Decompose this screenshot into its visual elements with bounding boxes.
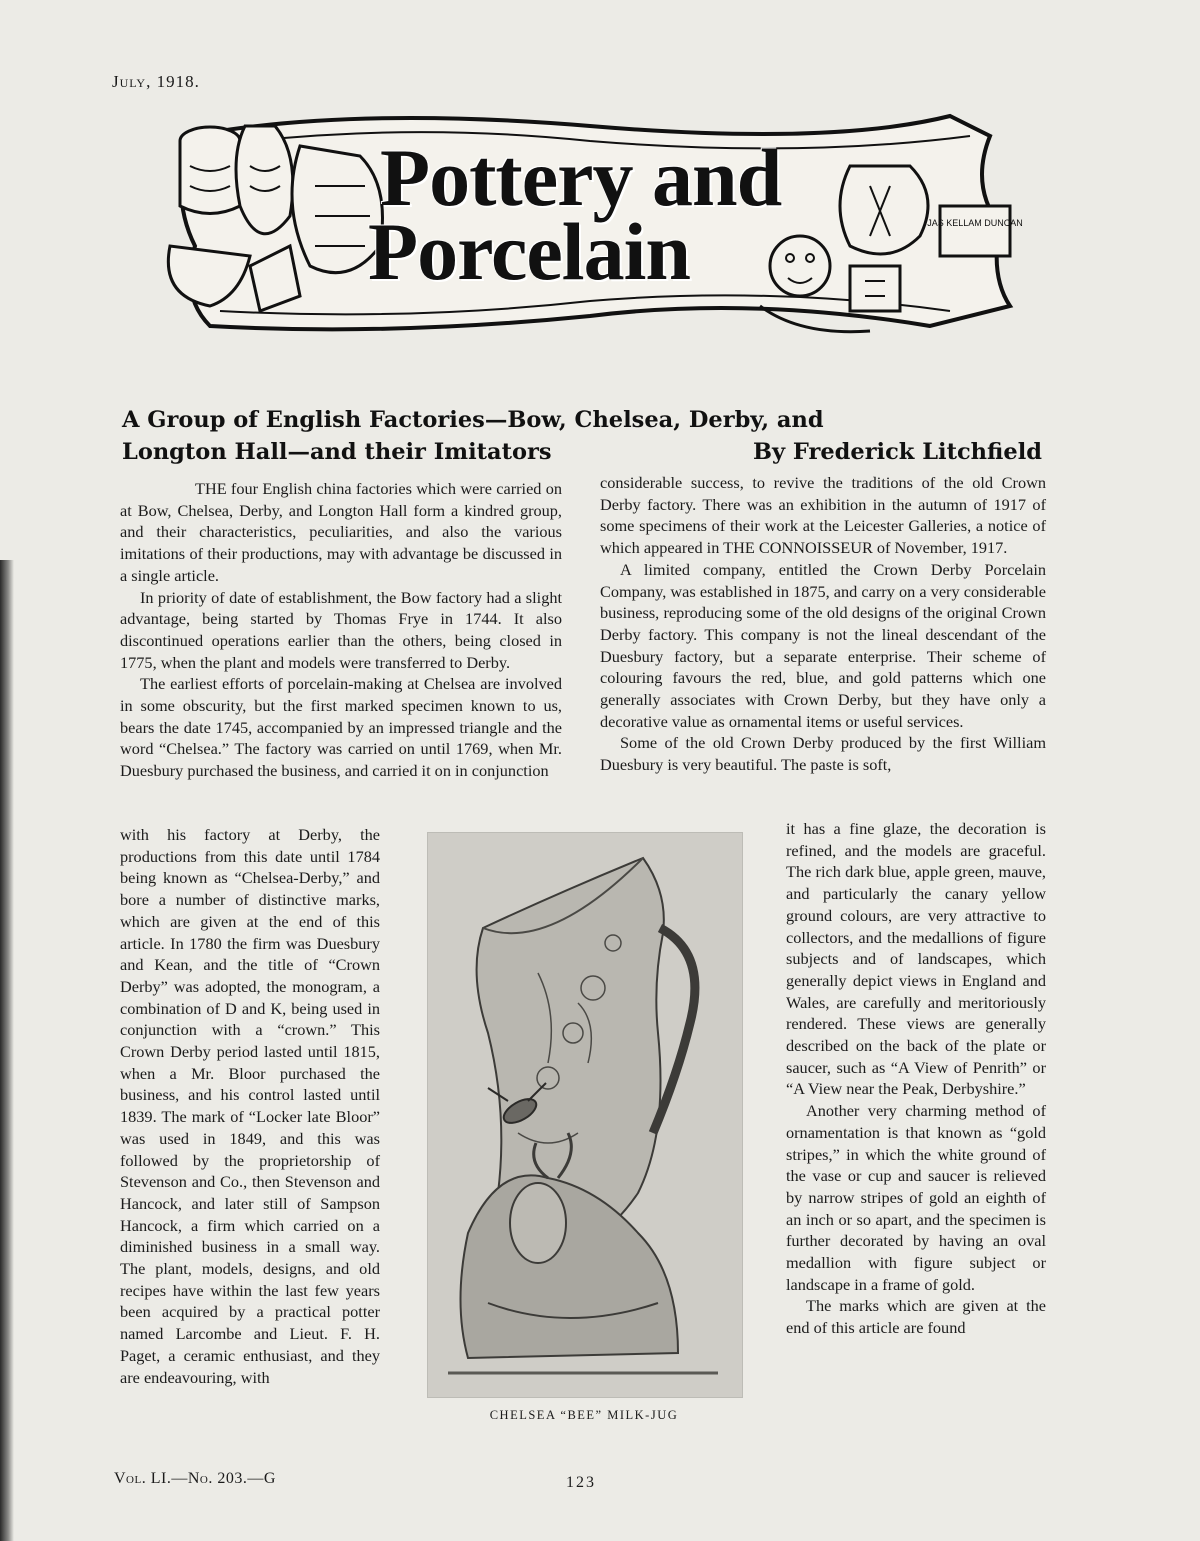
right-column-top [600,472,1046,776]
paragraph: it has a fine glaze, the decoration is refined, and the models are graceful. The rich dark blue, apple green, mauve, and particularly the canary yellow ground colours, are very attractive to collectors, and the medallions of figure subjects and of landscapes, which generally depict views in England and Wales, are carefully and meritoriously rendered. These views are generally described on the back of the plate or saucer, such as “A View of Penrith” or “A View near the Peak, Derbyshire.” [786,819,1046,1099]
decorative-banner [150,96,1030,346]
article-headline [122,404,1042,468]
paragraph: A limited company, entitled the Crown Derby Porcelain Company, was established in 1875, and carry on a very considerable business, reproducing some of the old designs of the original Crown Derby factory. This company is not the lineal descendant of the Duesbury factory, but a separate enterprise. Their scheme of colouring favours the red, blue, and gold patterns which one generally associates with Crown Derby, but they have only a decorative value as ornamental items or useful services. [600,559,1046,731]
paragraph: with his factory at Derby, the productions from this date until 1784 being known as “Chelsea-Derby,” and bore a number of distinctive marks, which are given at the end of this article. In 1780 the firm was Duesbury and Kean, and the title of “Crown Derby” was adopted, the monogram, a combination of D and K, being used in conjunction with a “crown.” This Crown Derby period lasted until 1815, when a Mr. Bloor purchased the business, and his control lasted until 1839. The mark of “Locker late Bloor” was used in 1849, and this was followed by the proprietorship of Stevenson and Co., then Stevenson and Hancock, and later still of Sampson Hancock, a firm which carried on a diminished business in a small way. The plant, models, designs, and old recipes have within the last few years been acquired by a practical potter named Larcombe and Lieut. F. H. Paget, a ceramic enthusiast, and they are endeavouring, with [120,825,380,1387]
page-edge-shadow [0,560,14,1541]
banner-title-line1: Pottery and [380,132,782,223]
banner-jar-label: JAS KELLAM DUNCAN [927,218,1023,228]
paragraph: Some of the old Crown Derby produced by the first William Duesbury is very beautiful. The paste is soft, [600,733,1046,775]
figure-caption: CHELSEA “BEE” MILK-JUG [489,1408,679,1422]
left-column-top [120,478,562,782]
paragraph: In priority of date of establishment, the Bow factory had a slight advantage, being started by Thomas Frye in 1744. It also discontinued operations earlier than the others, being closed in 1775, when the plant and models were transferred to Derby. [120,587,562,672]
paragraph: The marks which are given at the end of this article are found [786,1296,1046,1338]
right-column-bottom [786,818,1046,1339]
paragraph: considerable success, to revive the traditions of the old Crown Derby factory. There was an exhibition in the autumn of 1917 of some specimens of their work at the Leicester Galleries, a notice of which appeared in THE CONNOISSEUR of November, 1917. [600,473,1046,558]
banner-title [368,132,782,297]
left-column-bottom [120,824,380,1388]
paragraph: The earliest efforts of porcelain-making at Chelsea are involved in some obscurity, but the first marked specimen known to us, bears the date 1745, accompanied by an impressed triangle and the word “Chelsea.” The factory was carried on until 1769, when Mr. Duesbury purchased the business, and carried it on in conjunction [120,674,562,781]
headline-line2: Longton Hall—and their Imitators [122,439,552,465]
milk-jug-photo [427,832,743,1398]
footer-volume: Vol. LI.—No. 203.—G [114,1470,276,1487]
paragraph: THE four English china factories which were carried on at Bow, Chelsea, Derby, and Longton Hall form a kindred group, and their characteristics, peculiarities, and also the various imitations of their productions, may with advantage be discussed in a single article. [120,479,562,585]
headline-line1: A Group of English Factories—Bow, Chelsea, Derby, and [122,407,824,433]
running-head-date: July, 1918. [112,72,200,91]
page-number: 123 [566,1474,596,1491]
byline: By Frederick Litchfield [752,439,1042,465]
banner-title-line2: Porcelain [368,206,690,297]
paragraph: Another very charming method of ornamentation is that known as “gold stripes,” in which the white ground of the vase or cup and saucer is relieved by narrow stripes of gold an eighth of an inch or so apart, and the specimen is further decorated by having an oval medallion with figure subject or landscape in a frame of gold. [786,1101,1046,1294]
milk-jug-illustration [428,833,742,1397]
